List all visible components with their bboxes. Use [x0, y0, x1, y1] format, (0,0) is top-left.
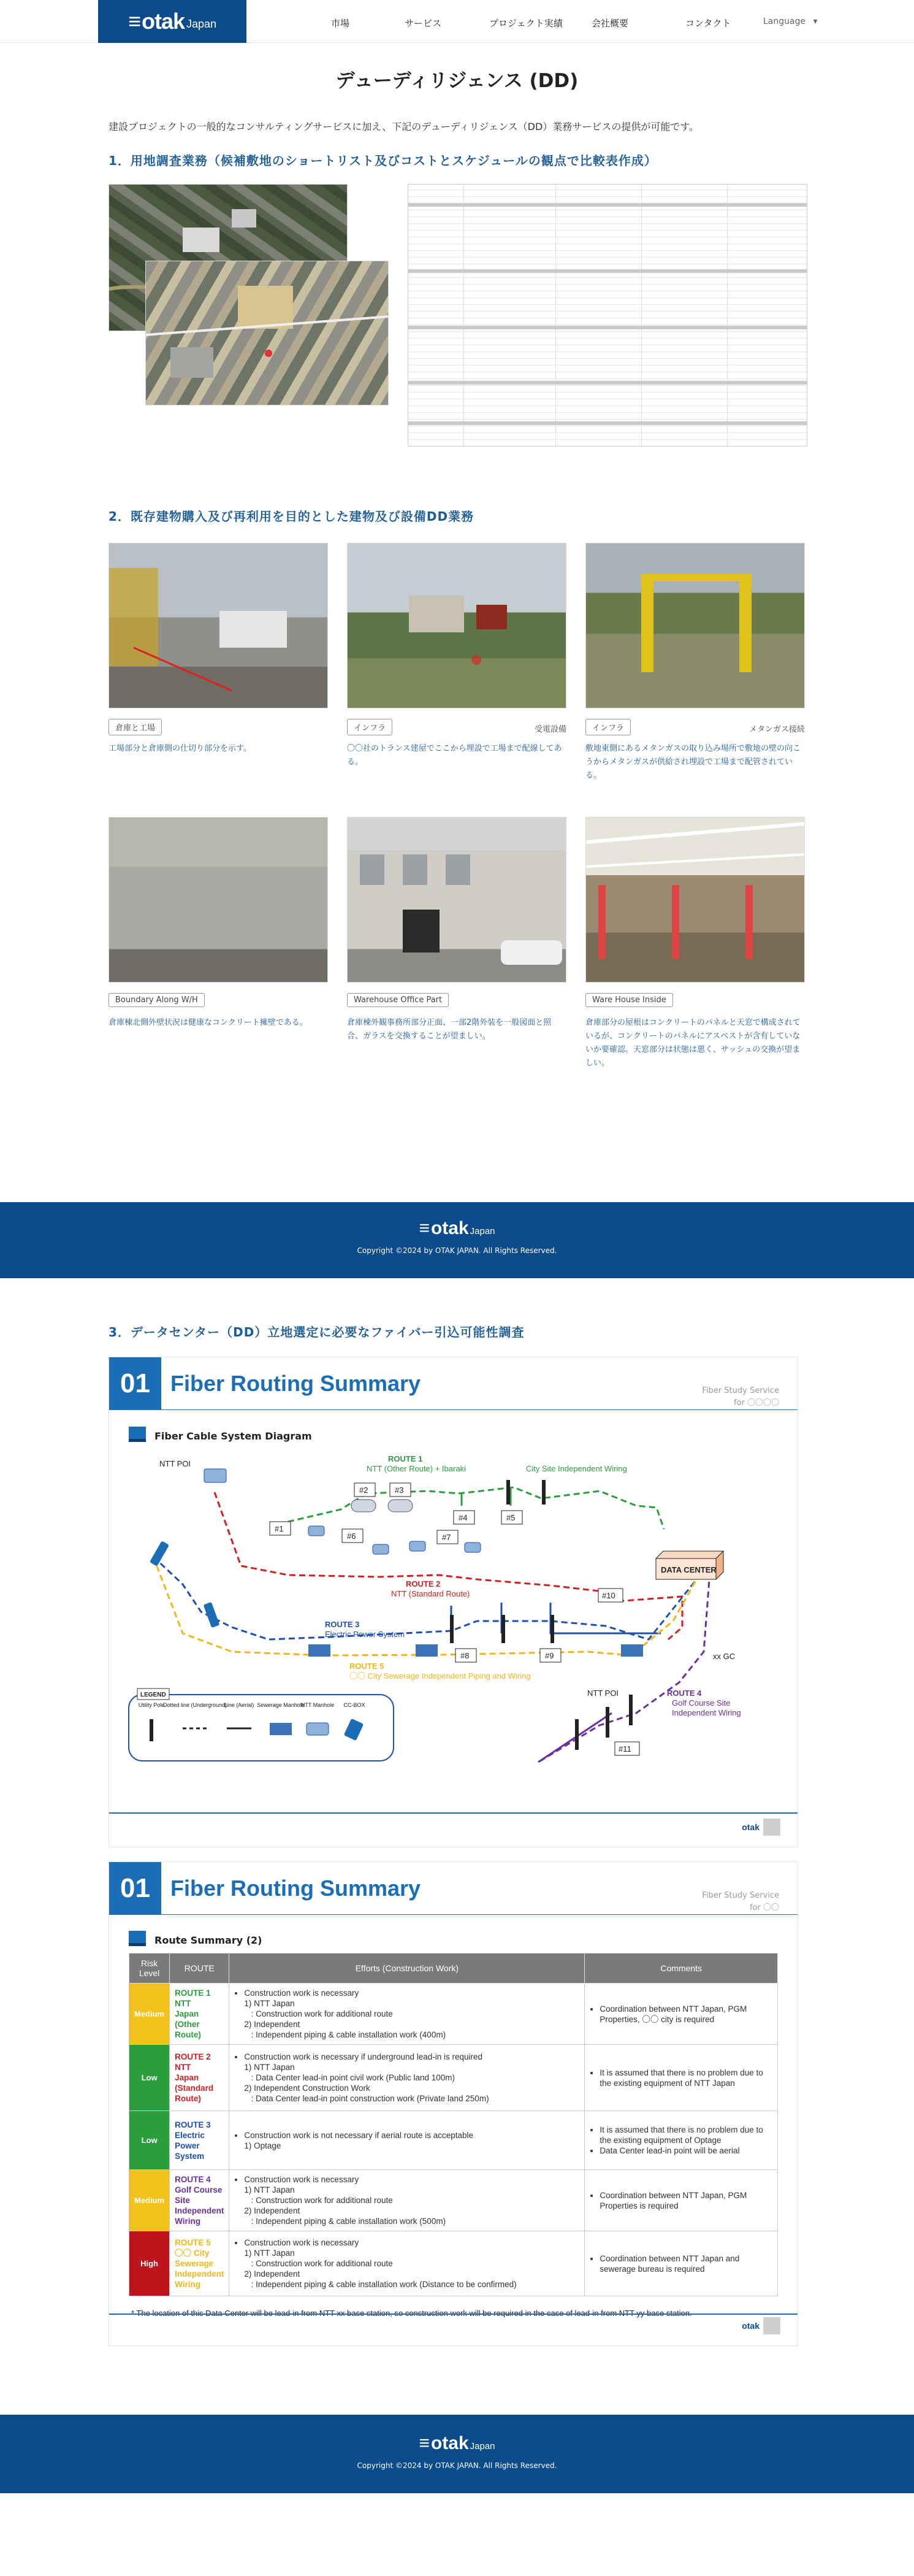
logo-sub: Japan — [186, 17, 217, 30]
route-cell — [170, 2170, 229, 2231]
table-row — [129, 2170, 778, 2231]
table-row — [129, 1984, 778, 2045]
route-line: Independent — [175, 2206, 224, 2215]
photo-warehouse-office — [347, 817, 566, 983]
route1-label: ROUTE 1 — [388, 1454, 423, 1463]
route3-label: ROUTE 3 — [325, 1620, 360, 1629]
route4-desc-2: Independent Wiring — [672, 1708, 741, 1717]
effort-line: : Independent piping & cable installation work (500m) — [244, 2217, 446, 2226]
route-line: Wiring — [175, 2217, 200, 2226]
route-summary-slide — [109, 1861, 798, 2346]
effort-line: 1) NTT Japan — [244, 2185, 295, 2195]
comment-item: • Coordination between NTT Japan and sewerage bureau is required — [600, 2253, 772, 2274]
nav-company[interactable]: 会社概要 — [592, 18, 629, 29]
photo-boundary-wall — [109, 817, 328, 983]
card-tag: 倉庫と工場 — [109, 719, 162, 735]
effort-line: : Data Center lead-in point construction work (Private land 250m) — [244, 2094, 489, 2103]
route-cell — [170, 2045, 229, 2111]
route5-label: ROUTE 5 — [349, 1662, 384, 1671]
legend-item: CC-BOX — [343, 1702, 365, 1708]
route-line: (Other — [175, 2020, 200, 2029]
site-footer — [0, 1202, 914, 1278]
card-caption: 敷地東側にあるメタンガスの取り込み場所で敷地の壁の向こうからメタンガスが供給され埋設で工場まで配管されている。 — [585, 744, 801, 780]
section3-heading: 3．データセンター（DD）立地選定に必要なファイバー引込可能性調査 — [109, 1325, 525, 1340]
legend-item: Sewerage Manhole — [257, 1702, 305, 1708]
comments-cell — [585, 2045, 778, 2111]
site-logo[interactable] — [98, 0, 246, 43]
node-label: #2 — [359, 1485, 368, 1495]
card-caption: 倉庫棟北側外壁状況は健康なコンクリート擁壁である。 — [109, 1018, 308, 1027]
node-label: #6 — [347, 1531, 356, 1541]
route2-desc: NTT (Standard Route) — [391, 1589, 470, 1598]
route-line: Golf Course — [175, 2185, 223, 2195]
node-label: #5 — [506, 1513, 516, 1522]
nav-market[interactable]: 市場 — [331, 18, 350, 29]
legend-item: Dotted line (Underground) — [162, 1702, 227, 1708]
route-line: ROUTE 5 — [175, 2238, 211, 2247]
route-line: Japan — [175, 2073, 199, 2082]
card-tag: インフラ — [347, 719, 392, 735]
route-line: ROUTE 1 — [175, 1988, 211, 1998]
data-center-label: DATA CENTER — [661, 1565, 717, 1574]
route1-desc: NTT (Other Route) + Ibaraki — [367, 1464, 466, 1473]
effort-line: : Independent piping & cable installation work (400m) — [244, 2030, 446, 2039]
route-cell — [170, 2111, 229, 2170]
efforts-cell — [229, 2111, 585, 2170]
risk-level-cell: Medium — [129, 2170, 170, 2231]
comments-cell — [585, 2111, 778, 2170]
site-header — [0, 0, 914, 43]
route-line: ROUTE 3 — [175, 2120, 211, 2129]
effort-line: : Data Center lead-in point civil work (Public land 100m) — [244, 2073, 455, 2082]
route-line: NTT — [175, 2063, 191, 2072]
effort-line: • Construction work is necessary — [244, 1988, 359, 1998]
node-label: #4 — [459, 1513, 468, 1522]
route-line: Route) — [175, 2030, 201, 2039]
footer-logo-brand[interactable]: ≡ otak — [419, 2433, 468, 2453]
slide-subtitle: Route Summary (2) — [129, 1931, 262, 1946]
comment-item: • Coordination between NTT Japan, PGM Properties, 〇〇 city is required — [600, 2004, 772, 2025]
legend-item: Utility Pole — [138, 1702, 165, 1708]
legend-item: Line (Aerial) — [224, 1702, 254, 1708]
page-intro: 建設プロジェクトの一般的なコンサルティングサービスに加え、下記のデューディリジェンス（DD）業務サービスの提供が可能です。 — [109, 121, 699, 132]
effort-line: 2) Independent — [244, 2020, 300, 2029]
route-line: 〇〇 City — [175, 2248, 210, 2258]
col-header: Comments — [585, 1953, 778, 1984]
effort-line: : Construction work for additional route — [244, 2259, 393, 2268]
route2-label: ROUTE 2 — [406, 1579, 441, 1589]
site-aerial-photo-2 — [145, 261, 389, 405]
col-header: Risk Level — [129, 1953, 170, 1984]
route-line: Power — [175, 2141, 200, 2150]
risk-level-cell: Low — [129, 2045, 170, 2111]
efforts-cell — [229, 1984, 585, 2045]
node-label: #10 — [602, 1591, 615, 1600]
slide-badge: Fiber Study Service for 〇〇〇〇 — [702, 1386, 779, 1408]
footer-copyright: Copyright ©2024 by OTAK JAPAN. All Rights Reserved. — [357, 1246, 557, 1255]
col-header: ROUTE — [170, 1953, 229, 1984]
comments-cell — [585, 2170, 778, 2231]
card-tag: インフラ — [585, 719, 631, 735]
effort-line: : Construction work for additional route — [244, 2009, 393, 2018]
nav-services[interactable]: サービス — [405, 18, 442, 29]
route4-desc: Golf Course Site — [672, 1698, 731, 1708]
effort-line: 2) Independent — [244, 2206, 300, 2215]
effort-line: 1) NTT Japan — [244, 1999, 295, 2008]
route-line: Electric — [175, 2130, 205, 2140]
route-line: Japan — [175, 2009, 199, 2018]
card-tag: Warehouse Office Part — [347, 993, 449, 1007]
ntt-poi-label-2: NTT POI — [587, 1689, 619, 1698]
node-label: #3 — [395, 1485, 404, 1495]
route-line: NTT — [175, 1999, 191, 2008]
effort-line: 2) Independent — [244, 2269, 300, 2279]
effort-line: : Construction work for additional route — [244, 2196, 393, 2205]
site-comparison-table — [408, 184, 807, 447]
footer-logo-sub: Japan — [470, 1226, 495, 1236]
route-line: ROUTE 4 — [175, 2175, 211, 2184]
card-subtitle: メタンガス接続 — [748, 725, 805, 734]
route4-label: ROUTE 4 — [667, 1689, 702, 1698]
card-subtitle: 受電設備 — [534, 725, 566, 734]
comment-item: • Data Center lead-in point will be aerial — [600, 2145, 772, 2156]
route-cell — [170, 2231, 229, 2296]
route1-desc-2: City Site Independent Wiring — [526, 1464, 627, 1473]
slide-subtitle: Fiber Cable System Diagram — [129, 1427, 312, 1442]
node-label: #1 — [275, 1524, 284, 1533]
node-label: #11 — [619, 1744, 631, 1754]
footer-logo-sub: Japan — [470, 2441, 495, 2451]
risk-level-cell: Low — [129, 2111, 170, 2170]
comments-cell — [585, 2231, 778, 2296]
logo-brand: ≡ otak — [128, 9, 185, 34]
effort-line: 1) NTT Japan — [244, 2063, 295, 2072]
effort-line: : Independent piping & cable installation work (Distance to be confirmed) — [244, 2280, 517, 2289]
route-line: Site — [175, 2196, 190, 2205]
legend-title: LEGEND — [140, 1692, 166, 1698]
effort-line: 1) NTT Japan — [244, 2248, 295, 2258]
route-line: Wiring — [175, 2280, 200, 2289]
photo-warehouse-factory — [109, 543, 328, 708]
risk-level-cell: Medium — [129, 1984, 170, 2045]
effort-line: • Construction work is not necessary if aerial route is acceptable — [244, 2130, 474, 2140]
card-caption: 〇〇社のトランス建屋でここから埋設で工場まで配線してある。 — [347, 744, 562, 767]
slide-number: 01 — [109, 1357, 161, 1409]
table-row — [129, 2231, 778, 2296]
route-summary-table — [129, 1953, 778, 2296]
photo-transformer — [347, 543, 566, 708]
card-caption: 倉庫部分の屋根はコンクリートのパネルと天窓で構成されているが、コンクリートのパネルにアスベストが含有していないか要確認。天窓部分は状態は悪く、サッシュの交換が望ましい。 — [585, 1018, 801, 1068]
node-label: #9 — [545, 1651, 554, 1660]
col-header: Efforts (Construction Work) — [229, 1953, 585, 1984]
effort-line: 1) Optage — [244, 2141, 281, 2150]
comments-cell — [585, 1984, 778, 2045]
footer-logo-brand[interactable]: ≡ otak — [419, 1218, 468, 1238]
section1-heading: 1．用地調査業務（候補敷地のショートリスト及びコストとスケジュールの観点で比較表作成） — [109, 153, 657, 168]
comment-item: • It is assumed that there is no problem due to the existing equipment of Optage — [600, 2125, 772, 2145]
card-caption: 工場部分と倉庫側の仕切り部分を示す。 — [109, 744, 251, 753]
node-label: #7 — [442, 1533, 451, 1542]
nav-projects[interactable]: プロジェクト実績 — [489, 18, 563, 29]
slide-badge: Fiber Study Service for 〇〇 — [702, 1891, 779, 1912]
node-label: #8 — [460, 1651, 470, 1660]
effort-line: • Construction work is necessary — [244, 2175, 359, 2184]
card-tag: Ware House Inside — [585, 993, 673, 1007]
route3-desc: Electric Power System — [325, 1630, 405, 1639]
table-row — [129, 2045, 778, 2111]
legend-item: NTT Manhole — [300, 1702, 335, 1708]
photo-warehouse-inside — [585, 817, 805, 983]
photo-methane-gas — [585, 543, 805, 708]
route-line: Independent — [175, 2269, 224, 2279]
ntt-poi-label: NTT POI — [159, 1459, 191, 1468]
language-select[interactable]: Language ▾ — [763, 17, 818, 26]
route-line: (Standard — [175, 2083, 214, 2093]
route-cell — [170, 1984, 229, 2045]
efforts-cell — [229, 2045, 585, 2111]
route-line: Sewerage — [175, 2259, 214, 2268]
slide-number: 01 — [109, 1862, 161, 1914]
card-tag: Boundary Along W/H — [109, 993, 205, 1007]
effort-line: • Construction work is necessary — [244, 2238, 359, 2247]
fiber-routing-diagram — [109, 1449, 799, 1842]
effort-line: • Construction work is necessary if underground lead-in is required — [244, 2052, 483, 2061]
comment-item: • Coordination between NTT Japan, PGM Properties is required — [600, 2190, 772, 2211]
section2-heading: 2．既存建物購入及び再利用を目的とした建物及び設備DD業務 — [109, 509, 474, 524]
slide-title: Fiber Routing Summary — [170, 1371, 421, 1396]
nav-contact[interactable]: コンタクト — [685, 18, 731, 29]
xx-gc-label: xx GC — [713, 1652, 736, 1661]
card-caption: 倉庫棟外観事務所部分正面、一部2階外装を一般図面と照合、ガラスを交換することが望ましい。 — [347, 1018, 552, 1041]
table-row — [129, 2111, 778, 2170]
fiber-diagram-slide — [109, 1357, 798, 1847]
route-line: System — [175, 2151, 205, 2161]
comment-item: • It is assumed that there is no problem due to the existing equipment of NTT Japan — [600, 2068, 772, 2088]
slide-footer-logo: otak — [742, 1819, 780, 1836]
site-footer-2 — [0, 2415, 914, 2493]
footer-copyright: Copyright ©2024 by OTAK JAPAN. All Rights Reserved. — [357, 2461, 557, 2470]
efforts-cell — [229, 2231, 585, 2296]
slide-title: Fiber Routing Summary — [170, 1876, 421, 1901]
efforts-cell — [229, 2170, 585, 2231]
route-line: Route) — [175, 2094, 201, 2103]
effort-line: 2) Independent Construction Work — [244, 2083, 370, 2093]
route-line: ROUTE 2 — [175, 2052, 211, 2061]
risk-level-cell: High — [129, 2231, 170, 2296]
page-title: デューディリジェンス (DD) — [335, 70, 579, 92]
slide-footer-logo: otak — [742, 2317, 780, 2334]
route5-desc: 〇〇 City Sewerage Independent Piping and Wiring — [349, 1671, 531, 1681]
